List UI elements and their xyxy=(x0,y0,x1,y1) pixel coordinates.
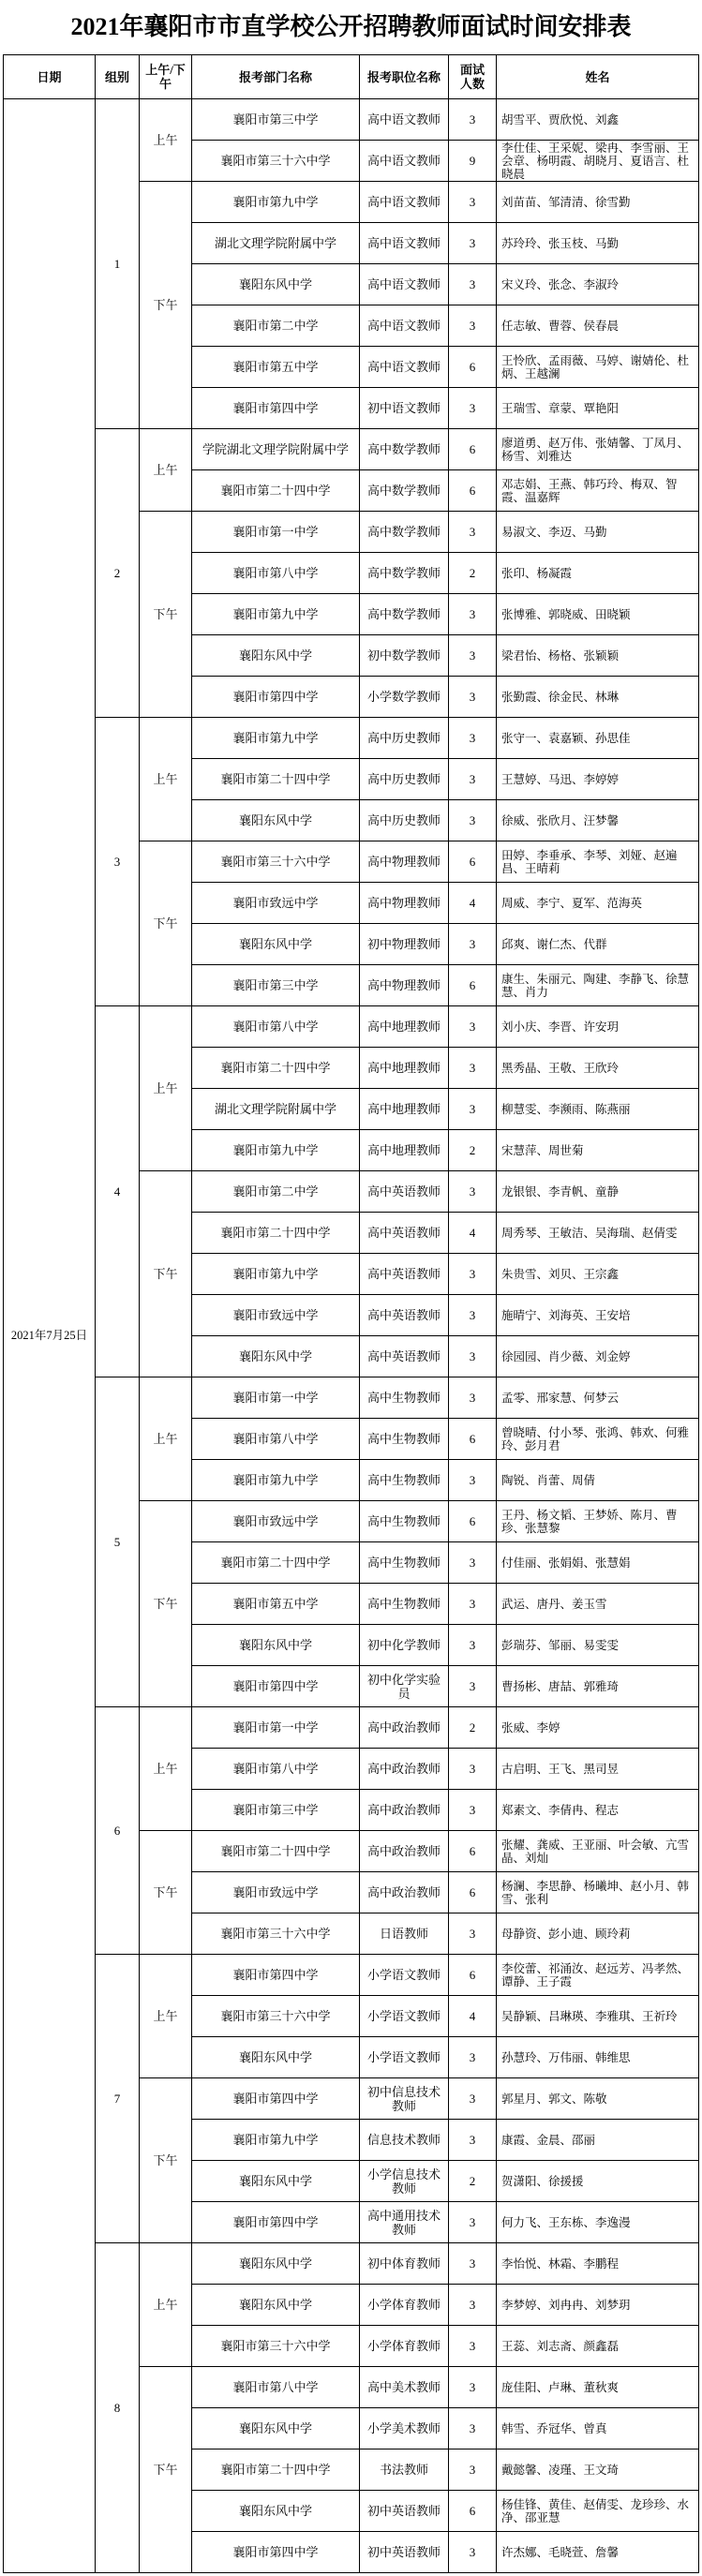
interview-count-cell: 3 xyxy=(449,1336,497,1377)
session-cell: 上午 xyxy=(140,1955,192,2078)
interview-count-cell: 3 xyxy=(449,2243,497,2285)
interview-count-cell: 3 xyxy=(449,223,497,264)
interview-count-cell: 3 xyxy=(449,2367,497,2408)
department-cell: 襄阳市第二十四中学 xyxy=(192,1831,360,1872)
department-cell: 襄阳市第九中学 xyxy=(192,2120,360,2161)
department-cell: 襄阳市第四中学 xyxy=(192,2532,360,2573)
session-cell: 下午 xyxy=(140,2367,192,2573)
interview-count-cell: 6 xyxy=(449,1872,497,1913)
interview-count-cell: 3 xyxy=(449,1254,497,1295)
group-number-cell: 4 xyxy=(96,1006,140,1377)
candidate-names-cell: 郑素文、李倩冉、程志 xyxy=(497,1790,699,1831)
interview-count-cell: 2 xyxy=(449,2161,497,2202)
interview-count-cell: 3 xyxy=(449,1377,497,1419)
header-names-cell: 姓名 xyxy=(497,55,699,99)
department-cell: 襄阳东风中学 xyxy=(192,1625,360,1666)
department-cell: 襄阳市第八中学 xyxy=(192,1749,360,1790)
department-cell: 襄阳市第二十四中学 xyxy=(192,1048,360,1089)
department-cell: 襄阳市第五中学 xyxy=(192,1584,360,1625)
candidate-names-cell: 曾晓晴、付小琴、张鸿、韩欢、何雅玲、彭月君 xyxy=(497,1419,699,1460)
candidate-names-cell: 李梦婷、刘冉冉、刘梦玥 xyxy=(497,2285,699,2326)
department-cell: 襄阳东风中学 xyxy=(192,2037,360,2078)
interview-count-cell: 3 xyxy=(449,635,497,677)
department-cell: 襄阳东风中学 xyxy=(192,800,360,841)
department-cell: 襄阳东风中学 xyxy=(192,1336,360,1377)
department-cell: 襄阳市第二十四中学 xyxy=(192,759,360,800)
interview-count-cell: 3 xyxy=(449,1048,497,1089)
department-cell: 襄阳东风中学 xyxy=(192,2285,360,2326)
candidate-names-cell: 曹扬彬、唐喆、郭雅琦 xyxy=(497,1666,699,1707)
interview-count-cell: 3 xyxy=(449,800,497,841)
session-cell: 下午 xyxy=(140,2078,192,2243)
candidate-names-cell: 廖道勇、赵万伟、张婧馨、丁凤月、杨雪、刘雅达 xyxy=(497,429,699,470)
position-cell: 高中生物教师 xyxy=(360,1419,449,1460)
position-cell: 初中体育教师 xyxy=(360,2243,449,2285)
candidate-names-cell: 宋义玲、张念、李淑玲 xyxy=(497,264,699,305)
interview-count-cell: 4 xyxy=(449,883,497,924)
group-number-cell: 1 xyxy=(96,99,140,429)
interview-count-cell: 3 xyxy=(449,924,497,965)
group-number-cell: 5 xyxy=(96,1377,140,1707)
interview-count-cell: 3 xyxy=(449,1542,497,1584)
header-date-cell: 日期 xyxy=(4,55,96,99)
candidate-names-cell: 张勤霞、徐金民、林琳 xyxy=(497,677,699,718)
interview-count-cell: 3 xyxy=(449,2202,497,2243)
interview-count-cell: 3 xyxy=(449,759,497,800)
session-cell: 下午 xyxy=(140,841,192,1006)
candidate-names-cell: 刘苗苗、邹清清、徐雪勤 xyxy=(497,182,699,223)
position-cell: 高中数学教师 xyxy=(360,594,449,635)
candidate-names-cell: 邓志娟、王燕、韩巧玲、梅双、智霞、温嘉辉 xyxy=(497,470,699,512)
candidate-names-cell: 张威、李婷 xyxy=(497,1707,699,1749)
position-cell: 高中语文教师 xyxy=(360,347,449,388)
department-cell: 襄阳市第四中学 xyxy=(192,388,360,429)
department-cell: 襄阳市致远中学 xyxy=(192,1872,360,1913)
interview-count-cell: 3 xyxy=(449,2532,497,2573)
interview-schedule-table xyxy=(3,54,699,2573)
candidate-names-cell: 母静资、彭小迪、顾玲莉 xyxy=(497,1913,699,1955)
position-cell: 高中政治教师 xyxy=(360,1749,449,1790)
interview-count-cell: 3 xyxy=(449,264,497,305)
interview-count-cell: 3 xyxy=(449,1625,497,1666)
interview-count-cell: 4 xyxy=(449,1996,497,2037)
position-cell: 小学语文教师 xyxy=(360,1996,449,2037)
session-cell: 下午 xyxy=(140,512,192,718)
session-cell: 上午 xyxy=(140,1006,192,1171)
candidate-names-cell: 孙慧玲、万伟丽、韩维思 xyxy=(497,2037,699,2078)
interview-count-cell: 3 xyxy=(449,305,497,347)
department-cell: 襄阳市第二十四中学 xyxy=(192,470,360,512)
candidate-names-cell: 张守一、袁嘉颖、孙思佳 xyxy=(497,718,699,759)
department-cell: 襄阳市第三十六中学 xyxy=(192,141,360,182)
session-cell: 上午 xyxy=(140,99,192,182)
session-cell: 上午 xyxy=(140,2243,192,2367)
interview-count-cell: 3 xyxy=(449,182,497,223)
session-cell: 上午 xyxy=(140,718,192,841)
department-cell: 襄阳东风中学 xyxy=(192,2243,360,2285)
position-cell: 高中政治教师 xyxy=(360,1707,449,1749)
candidate-names-cell: 徐威、张欣月、汪梦馨 xyxy=(497,800,699,841)
department-cell: 襄阳市第二十四中学 xyxy=(192,1542,360,1584)
interview-count-cell: 6 xyxy=(449,429,497,470)
position-cell: 高中数学教师 xyxy=(360,553,449,594)
interview-count-cell: 3 xyxy=(449,388,497,429)
department-cell: 襄阳市第二中学 xyxy=(192,1171,360,1213)
department-cell: 襄阳市第四中学 xyxy=(192,1666,360,1707)
group-number-cell: 8 xyxy=(96,2243,140,2573)
candidate-names-cell: 韩雪、乔冠华、曾真 xyxy=(497,2408,699,2449)
header-group-cell: 组别 xyxy=(96,55,140,99)
session-cell: 上午 xyxy=(140,1377,192,1501)
interview-count-cell: 2 xyxy=(449,553,497,594)
candidate-names-cell: 周威、李宁、夏军、范海英 xyxy=(497,883,699,924)
interview-count-cell: 3 xyxy=(449,2408,497,2449)
header-department-cell: 报考部门名称 xyxy=(192,55,360,99)
position-cell: 高中英语教师 xyxy=(360,1336,449,1377)
candidate-names-cell: 许杰娜、毛晓萱、詹馨 xyxy=(497,2532,699,2573)
candidate-names-cell: 康霞、金晨、邵丽 xyxy=(497,2120,699,2161)
interview-date-cell: 2021年7月25日 xyxy=(4,99,96,2573)
candidate-names-cell: 刘小庆、李晋、许安玥 xyxy=(497,1006,699,1048)
interview-count-cell: 3 xyxy=(449,1913,497,1955)
position-cell: 高中物理教师 xyxy=(360,883,449,924)
department-cell: 襄阳市第九中学 xyxy=(192,182,360,223)
interview-count-cell: 3 xyxy=(449,1006,497,1048)
department-cell: 襄阳市第八中学 xyxy=(192,2367,360,2408)
candidate-names-cell: 彭瑞芬、邹丽、易雯雯 xyxy=(497,1625,699,1666)
position-cell: 高中政治教师 xyxy=(360,1790,449,1831)
candidate-names-cell: 武运、唐丹、姜玉雪 xyxy=(497,1584,699,1625)
position-cell: 高中英语教师 xyxy=(360,1213,449,1254)
department-cell: 襄阳东风中学 xyxy=(192,924,360,965)
interview-count-cell: 2 xyxy=(449,1707,497,1749)
interview-count-cell: 6 xyxy=(449,1419,497,1460)
position-cell: 日语教师 xyxy=(360,1913,449,1955)
position-cell: 小学信息技术教师 xyxy=(360,2161,449,2202)
candidate-names-cell: 戴懿馨、凌瑾、王文琦 xyxy=(497,2449,699,2491)
candidate-names-cell: 任志敏、曹蓉、侯春晨 xyxy=(497,305,699,347)
interview-count-cell: 6 xyxy=(449,965,497,1006)
interview-count-cell: 3 xyxy=(449,1089,497,1130)
department-cell: 襄阳市致远中学 xyxy=(192,1295,360,1336)
candidate-names-cell: 周秀琴、王敏洁、吴海瑞、赵倩雯 xyxy=(497,1213,699,1254)
candidate-names-cell: 张印、杨凝霞 xyxy=(497,553,699,594)
position-cell: 小学语文教师 xyxy=(360,2037,449,2078)
department-cell: 襄阳市第一中学 xyxy=(192,1707,360,1749)
department-cell: 襄阳东风中学 xyxy=(192,264,360,305)
interview-count-cell: 9 xyxy=(449,141,497,182)
position-cell: 初中数学教师 xyxy=(360,635,449,677)
session-cell: 下午 xyxy=(140,1501,192,1707)
position-cell: 高中语文教师 xyxy=(360,182,449,223)
department-cell: 襄阳市第五中学 xyxy=(192,347,360,388)
department-cell: 襄阳东风中学 xyxy=(192,2408,360,2449)
interview-count-cell: 3 xyxy=(449,1790,497,1831)
department-cell: 襄阳东风中学 xyxy=(192,635,360,677)
position-cell: 高中历史教师 xyxy=(360,759,449,800)
department-cell: 襄阳市第四中学 xyxy=(192,677,360,718)
session-cell: 下午 xyxy=(140,1171,192,1377)
position-cell: 高中语文教师 xyxy=(360,223,449,264)
department-cell: 襄阳市第九中学 xyxy=(192,1254,360,1295)
position-cell: 初中英语教师 xyxy=(360,2491,449,2532)
department-cell: 襄阳东风中学 xyxy=(192,2161,360,2202)
interview-count-cell: 6 xyxy=(449,347,497,388)
position-cell: 小学语文教师 xyxy=(360,1955,449,1996)
candidate-names-cell: 李仕佳、王采妮、梁冉、李雪丽、王会章、杨明霞、胡晓月、夏语言、杜晓晨 xyxy=(497,141,699,182)
department-cell: 襄阳市第八中学 xyxy=(192,1419,360,1460)
department-cell: 襄阳市第三十六中学 xyxy=(192,2326,360,2367)
department-cell: 襄阳市第九中学 xyxy=(192,718,360,759)
candidate-names-cell: 李怡悦、林霜、李鹏程 xyxy=(497,2243,699,2285)
position-cell: 初中语文教师 xyxy=(360,388,449,429)
interview-count-cell: 3 xyxy=(449,99,497,141)
position-cell: 高中生物教师 xyxy=(360,1501,449,1542)
position-cell: 初中化学实验员 xyxy=(360,1666,449,1707)
interview-count-cell: 3 xyxy=(449,2078,497,2120)
candidate-names-cell: 庞佳阳、卢琳、董秋爽 xyxy=(497,2367,699,2408)
department-cell: 襄阳市第四中学 xyxy=(192,1955,360,1996)
interview-count-cell: 3 xyxy=(449,594,497,635)
department-cell: 襄阳市第一中学 xyxy=(192,512,360,553)
header-position-cell: 报考职位名称 xyxy=(360,55,449,99)
interview-count-cell: 3 xyxy=(449,512,497,553)
department-cell: 襄阳市致远中学 xyxy=(192,1501,360,1542)
position-cell: 高中生物教师 xyxy=(360,1460,449,1501)
group-number-cell: 7 xyxy=(96,1955,140,2243)
session-cell: 下午 xyxy=(140,182,192,429)
department-cell: 襄阳市第四中学 xyxy=(192,2078,360,2120)
interview-count-cell: 6 xyxy=(449,1955,497,1996)
candidate-names-cell: 施晴宁、刘海英、王安培 xyxy=(497,1295,699,1336)
department-cell: 襄阳市第三中学 xyxy=(192,965,360,1006)
position-cell: 高中语文教师 xyxy=(360,305,449,347)
candidate-names-cell: 易淑文、李迈、马勤 xyxy=(497,512,699,553)
position-cell: 高中生物教师 xyxy=(360,1542,449,1584)
session-cell: 下午 xyxy=(140,1831,192,1955)
interview-count-cell: 6 xyxy=(449,2491,497,2532)
candidate-names-cell: 王怜欣、孟雨薇、马婷、谢婧伦、杜炳、王越澜 xyxy=(497,347,699,388)
candidate-names-cell: 邱爽、谢仁杰、代群 xyxy=(497,924,699,965)
department-cell: 襄阳东风中学 xyxy=(192,2491,360,2532)
interview-count-cell: 3 xyxy=(449,2120,497,2161)
session-cell: 上午 xyxy=(140,1707,192,1831)
group-number-cell: 6 xyxy=(96,1707,140,1955)
position-cell: 高中数学教师 xyxy=(360,470,449,512)
interview-count-cell: 4 xyxy=(449,1213,497,1254)
candidate-names-cell: 朱贵雪、刘贝、王宗鑫 xyxy=(497,1254,699,1295)
department-cell: 襄阳市第二十四中学 xyxy=(192,1213,360,1254)
interview-count-cell: 3 xyxy=(449,1295,497,1336)
position-cell: 高中英语教师 xyxy=(360,1295,449,1336)
position-cell: 高中生物教师 xyxy=(360,1377,449,1419)
candidate-names-cell: 郭星月、郭文、陈敬 xyxy=(497,2078,699,2120)
group-number-cell: 2 xyxy=(96,429,140,718)
position-cell: 高中历史教师 xyxy=(360,718,449,759)
candidate-names-cell: 田婷、李垂承、李琴、刘娅、赵遍昌、王晴莉 xyxy=(497,841,699,883)
candidate-names-cell: 古启明、王飞、黑司昱 xyxy=(497,1749,699,1790)
candidate-names-cell: 宋慧萍、周世菊 xyxy=(497,1130,699,1171)
candidate-names-cell: 康生、朱丽元、陶建、李静飞、徐慧慧、肖力 xyxy=(497,965,699,1006)
position-cell: 高中政治教师 xyxy=(360,1872,449,1913)
header-count-cell: 面试人数 xyxy=(449,55,497,99)
department-cell: 学院湖北文理学院附属中学 xyxy=(192,429,360,470)
position-cell: 高中数学教师 xyxy=(360,429,449,470)
position-cell: 高中通用技术教师 xyxy=(360,2202,449,2243)
interview-count-cell: 3 xyxy=(449,1584,497,1625)
department-cell: 襄阳市第二中学 xyxy=(192,305,360,347)
position-cell: 小学数学教师 xyxy=(360,677,449,718)
department-cell: 襄阳市第九中学 xyxy=(192,1460,360,1501)
candidate-names-cell: 陶锐、肖蕾、周倩 xyxy=(497,1460,699,1501)
interview-count-cell: 6 xyxy=(449,470,497,512)
candidate-names-cell: 龙银银、李青帆、童静 xyxy=(497,1171,699,1213)
candidate-names-cell: 贺潇阳、徐援援 xyxy=(497,2161,699,2202)
header-session-cell: 上午/下午 xyxy=(140,55,192,99)
candidate-names-cell: 张耀、龚威、王亚丽、叶会敏、亢雪晶、刘灿 xyxy=(497,1831,699,1872)
position-cell: 高中物理教师 xyxy=(360,841,449,883)
page-title: 2021年襄阳市市直学校公开招聘教师面试时间安排表 xyxy=(70,12,632,40)
interview-count-cell: 3 xyxy=(449,2449,497,2491)
position-cell: 高中地理教师 xyxy=(360,1006,449,1048)
candidate-names-cell: 王慧婷、马迅、李婷婷 xyxy=(497,759,699,800)
position-cell: 高中语文教师 xyxy=(360,99,449,141)
interview-count-cell: 3 xyxy=(449,1460,497,1501)
interview-count-cell: 3 xyxy=(449,718,497,759)
candidate-names-cell: 胡雪平、贾欣悦、刘鑫 xyxy=(497,99,699,141)
candidate-names-cell: 张博雅、郭晓威、田晓颖 xyxy=(497,594,699,635)
candidate-names-cell: 王瑞雪、章蒙、覃艳阳 xyxy=(497,388,699,429)
candidate-names-cell: 王蕊、刘志斋、颜鑫磊 xyxy=(497,2326,699,2367)
candidate-names-cell: 苏玲玲、张玉枝、马勤 xyxy=(497,223,699,264)
candidate-names-cell: 孟零、邢家慧、何梦云 xyxy=(497,1377,699,1419)
candidate-names-cell: 黑秀晶、王敬、王欣玲 xyxy=(497,1048,699,1089)
department-cell: 襄阳市第二十四中学 xyxy=(192,2449,360,2491)
position-cell: 初中信息技术教师 xyxy=(360,2078,449,2120)
department-cell: 湖北文理学院附属中学 xyxy=(192,223,360,264)
candidate-names-cell: 杨澜、李思静、杨曦坤、赵小月、韩雪、张利 xyxy=(497,1872,699,1913)
session-cell: 上午 xyxy=(140,429,192,512)
department-cell: 襄阳市第三十六中学 xyxy=(192,1996,360,2037)
department-cell: 襄阳市第四中学 xyxy=(192,2202,360,2243)
candidate-names-cell: 徐园园、肖少薇、刘金婷 xyxy=(497,1336,699,1377)
candidate-names-cell: 杨佳锋、黄佳、赵倩雯、龙珍珍、水净、邵亚慧 xyxy=(497,2491,699,2532)
position-cell: 高中美术教师 xyxy=(360,2367,449,2408)
position-cell: 高中地理教师 xyxy=(360,1089,449,1130)
position-cell: 初中英语教师 xyxy=(360,2532,449,2573)
interview-count-cell: 2 xyxy=(449,1130,497,1171)
position-cell: 高中英语教师 xyxy=(360,1171,449,1213)
position-cell: 初中物理教师 xyxy=(360,924,449,965)
department-cell: 襄阳市第八中学 xyxy=(192,1006,360,1048)
position-cell: 高中历史教师 xyxy=(360,800,449,841)
position-cell: 高中英语教师 xyxy=(360,1254,449,1295)
candidate-names-cell: 吴静颖、吕琳瑛、李雅琪、王祈玲 xyxy=(497,1996,699,2037)
department-cell: 襄阳市第九中学 xyxy=(192,1130,360,1171)
department-cell: 湖北文理学院附属中学 xyxy=(192,1089,360,1130)
position-cell: 小学体育教师 xyxy=(360,2326,449,2367)
department-cell: 襄阳市第三中学 xyxy=(192,99,360,141)
position-cell: 高中物理教师 xyxy=(360,965,449,1006)
interview-count-cell: 6 xyxy=(449,1831,497,1872)
department-cell: 襄阳市第八中学 xyxy=(192,553,360,594)
position-cell: 高中政治教师 xyxy=(360,1831,449,1872)
interview-count-cell: 3 xyxy=(449,2326,497,2367)
position-cell: 高中生物教师 xyxy=(360,1584,449,1625)
department-cell: 襄阳市致远中学 xyxy=(192,883,360,924)
interview-count-cell: 3 xyxy=(449,2285,497,2326)
interview-count-cell: 3 xyxy=(449,1171,497,1213)
position-cell: 书法教师 xyxy=(360,2449,449,2491)
department-cell: 襄阳市第九中学 xyxy=(192,594,360,635)
department-cell: 襄阳市第三十六中学 xyxy=(192,1913,360,1955)
position-cell: 小学体育教师 xyxy=(360,2285,449,2326)
interview-count-cell: 6 xyxy=(449,841,497,883)
department-cell: 襄阳市第三十六中学 xyxy=(192,841,360,883)
interview-count-cell: 3 xyxy=(449,677,497,718)
position-cell: 高中语文教师 xyxy=(360,264,449,305)
candidate-names-cell: 付佳丽、张娟娟、张慧娟 xyxy=(497,1542,699,1584)
department-cell: 襄阳市第三中学 xyxy=(192,1790,360,1831)
interview-count-cell: 3 xyxy=(449,1666,497,1707)
position-cell: 初中化学教师 xyxy=(360,1625,449,1666)
position-cell: 小学美术教师 xyxy=(360,2408,449,2449)
position-cell: 高中语文教师 xyxy=(360,141,449,182)
interview-count-cell: 3 xyxy=(449,2037,497,2078)
department-cell: 襄阳市第一中学 xyxy=(192,1377,360,1419)
candidate-names-cell: 何力飞、王东栋、李逸漫 xyxy=(497,2202,699,2243)
candidate-names-cell: 李佼蕾、祁涌汝、赵远芳、冯孝然、谭静、王子霞 xyxy=(497,1955,699,1996)
interview-count-cell: 6 xyxy=(449,1501,497,1542)
candidate-names-cell: 王丹、杨文韬、王梦娇、陈月、曹珍、张慧黎 xyxy=(497,1501,699,1542)
position-cell: 高中地理教师 xyxy=(360,1048,449,1089)
position-cell: 高中地理教师 xyxy=(360,1130,449,1171)
position-cell: 信息技术教师 xyxy=(360,2120,449,2161)
candidate-names-cell: 梁君怡、杨格、张颖颖 xyxy=(497,635,699,677)
group-number-cell: 3 xyxy=(96,718,140,1006)
position-cell: 高中数学教师 xyxy=(360,512,449,553)
interview-count-cell: 3 xyxy=(449,1749,497,1790)
candidate-names-cell: 柳慧雯、李濒雨、陈燕丽 xyxy=(497,1089,699,1130)
